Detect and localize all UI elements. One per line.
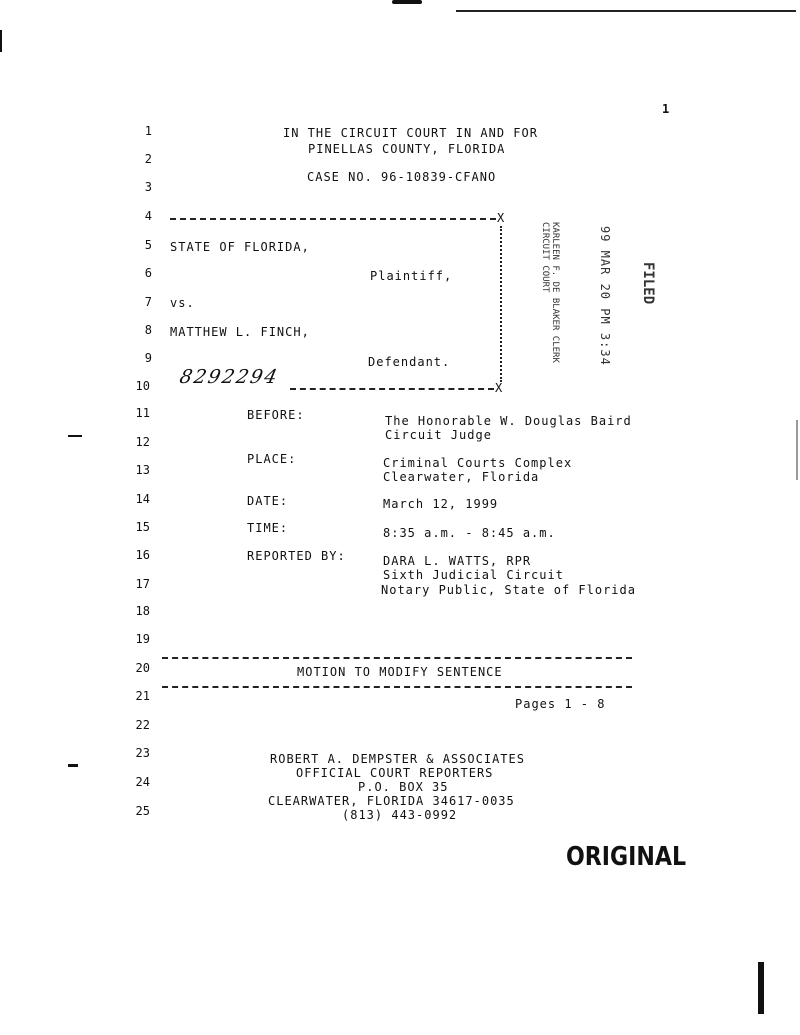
detail-value-reporter: DARA L. WATTS, RPR [383, 554, 532, 568]
pages-range: Pages 1 - 8 [515, 697, 606, 711]
line-number: 25 [135, 804, 150, 818]
reporter-city: CLEARWATER, FLORIDA 34617-0035 [268, 794, 515, 808]
detail-value-reporter-2: Sixth Judicial Circuit [383, 568, 564, 582]
scan-mark-left-low [68, 764, 78, 767]
detail-label-before: BEFORE: [247, 408, 305, 422]
scan-mark-left-mid [68, 435, 82, 437]
line-number: 11 [135, 406, 150, 420]
caption-top-rule [170, 218, 496, 220]
caption-right-rule [500, 226, 502, 382]
filed-stamp-date: 99 MAR 20 PM 3:34 [598, 226, 612, 366]
plaintiff-role: Plaintiff, [370, 269, 453, 283]
reporter-box: P.O. BOX 35 [358, 780, 449, 794]
detail-value-before-2: Circuit Judge [385, 428, 492, 442]
detail-value-place: Criminal Courts Complex [383, 456, 573, 470]
defendant-role: Defendant. [368, 355, 451, 369]
line-number: 2 [144, 152, 152, 166]
line-number: 17 [135, 577, 150, 591]
defendant-name: MATTHEW L. FINCH, [170, 325, 310, 339]
line-number: 9 [144, 351, 152, 365]
line-number: 22 [135, 718, 150, 732]
handwritten-number: 8292294 [177, 366, 281, 388]
line-number: 8 [144, 323, 152, 337]
line-number: 19 [135, 632, 150, 646]
scan-mark-left [0, 30, 2, 52]
page-number: 1 [662, 102, 671, 116]
detail-label-time: TIME: [247, 521, 289, 535]
reporter-firm: ROBERT A. DEMPSTER & ASSOCIATES [270, 752, 525, 766]
original-stamp: ORIGINAL [566, 842, 687, 872]
motion-top-rule [162, 657, 632, 659]
filed-stamp-clerk: KARLEEN F. DE BLAKER CLERK CIRCUIT COURT [540, 222, 560, 363]
line-number: 23 [135, 746, 150, 760]
line-number: 5 [144, 238, 152, 252]
detail-label-date: DATE: [247, 494, 289, 508]
court-name-line2: PINELLAS COUNTY, FLORIDA [308, 142, 506, 156]
plaintiff-name: STATE OF FLORIDA, [170, 240, 310, 254]
line-number: 12 [135, 435, 150, 449]
detail-value-time: 8:35 a.m. - 8:45 a.m. [383, 526, 556, 540]
motion-bottom-rule [162, 686, 632, 688]
line-number: 13 [135, 463, 150, 477]
scan-line-top [456, 10, 796, 12]
line-number: 24 [135, 775, 150, 789]
caption-bottom-rule [290, 388, 494, 390]
reporter-phone: (813) 443-0992 [342, 808, 458, 822]
scan-mark-top [392, 0, 422, 4]
line-number: 3 [144, 180, 152, 194]
line-number: 10 [135, 379, 150, 393]
line-number: 15 [135, 520, 150, 534]
detail-label-place: PLACE: [247, 452, 297, 466]
line-number: 1 [144, 124, 152, 138]
line-number: 6 [144, 266, 152, 280]
court-name-line1: IN THE CIRCUIT COURT IN AND FOR [283, 126, 538, 140]
caption-bracket-x-top: X [497, 211, 505, 225]
scan-mark-right-edge [796, 420, 798, 480]
detail-value-reporter-3: Notary Public, State of Florida [381, 583, 636, 597]
filed-stamp-label: FILED [640, 262, 656, 305]
reporter-title: OFFICIAL COURT REPORTERS [296, 766, 494, 780]
motion-title: MOTION TO MODIFY SENTENCE [297, 665, 503, 679]
line-number: 21 [135, 689, 150, 703]
detail-label-reported-by: REPORTED BY: [247, 549, 346, 563]
detail-value-place-2: Clearwater, Florida [383, 470, 540, 484]
detail-value-date: March 12, 1999 [383, 497, 499, 511]
line-number: 16 [135, 548, 150, 562]
line-number: 7 [144, 295, 152, 309]
line-number: 20 [135, 661, 150, 675]
line-number: 14 [135, 492, 150, 506]
line-number: 18 [135, 604, 150, 618]
detail-value-before: The Honorable W. Douglas Baird [385, 414, 632, 428]
case-number: CASE NO. 96-10839-CFANO [307, 170, 497, 184]
scan-mark-bottom-right [758, 962, 764, 1014]
line-number: 4 [144, 209, 152, 223]
versus: vs. [170, 296, 195, 310]
caption-bracket-x-bottom: X [495, 381, 503, 395]
